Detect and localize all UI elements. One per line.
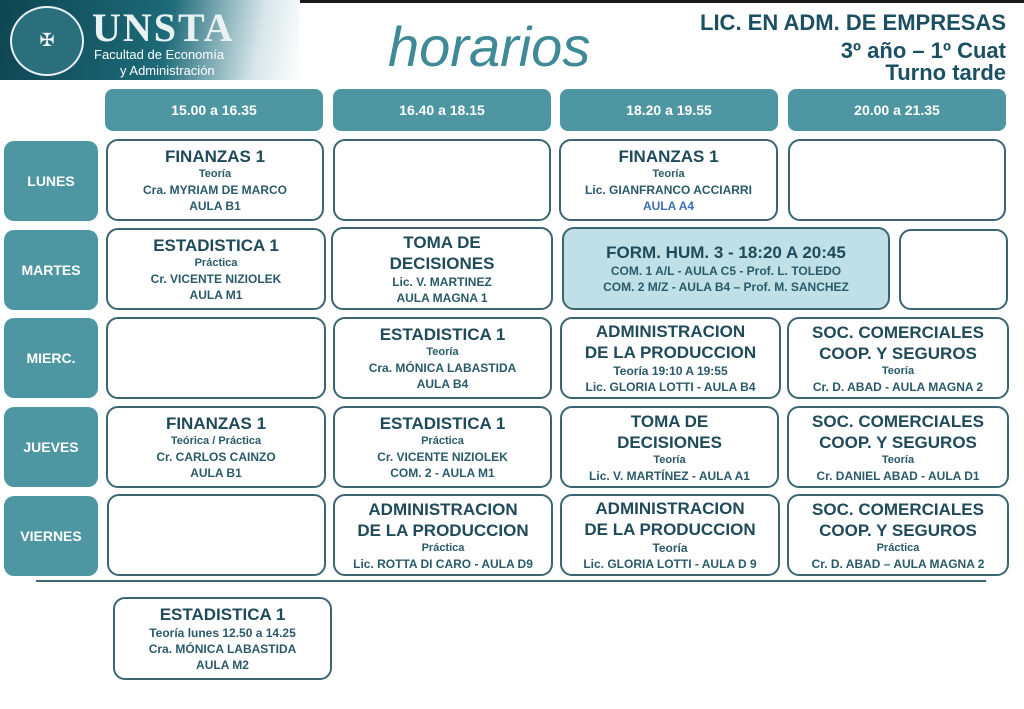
class-title: COOP. Y SEGUROS <box>819 343 977 363</box>
class-cell <box>333 494 553 576</box>
class-title: FINANZAS 1 <box>618 147 719 166</box>
class-title: ESTADISTICA 1 <box>153 236 279 255</box>
class-room: AULA B1 <box>190 466 242 480</box>
class-title: FINANZAS 1 <box>164 147 266 166</box>
class-professor: Cr. D. ABAD - AULA MAGNA 2 <box>812 379 984 394</box>
class-type: Teoría <box>652 541 688 555</box>
class-cell <box>787 317 1009 399</box>
class-type: Práctica <box>421 435 464 447</box>
logo-text: UNSTA <box>92 5 235 50</box>
time-slot-4: 20.00 a 21.35 <box>788 89 1006 131</box>
class-type: Teoría <box>653 453 686 466</box>
class-type: Teoría lunes 12.50 a 14.25 <box>149 626 296 640</box>
divider <box>36 580 986 582</box>
class-cell <box>106 139 324 221</box>
class-type: Teoría <box>198 168 232 180</box>
day-jueves: JUEVES <box>4 407 98 487</box>
page-title: horarios <box>388 15 591 78</box>
class-room: AULA B1 <box>189 199 241 213</box>
day-martes: MARTES <box>4 230 98 310</box>
class-professor: Lic. GLORIA LOTTI - AULA D 9 <box>583 557 757 571</box>
class-title: COOP. Y SEGUROS <box>819 520 977 540</box>
class-cell <box>106 228 326 310</box>
class-title: SOC. COMERCIALES <box>812 411 984 431</box>
class-title: TOMA DE <box>630 411 709 431</box>
class-professor: Lic. V. MARTINEZ <box>392 274 492 289</box>
class-title: ESTADISTICA 1 <box>159 605 286 624</box>
class-title: DECISIONES <box>389 253 495 273</box>
class-type: Práctica <box>421 541 465 554</box>
class-cell <box>333 317 552 399</box>
class-title: SOC. COMERCIALES <box>812 322 984 342</box>
class-type: Práctica <box>876 541 920 554</box>
class-professor: Lic. ROTTA DI CARO - AULA D9 <box>353 556 533 571</box>
empty-cell <box>788 139 1006 221</box>
class-type: Teoría <box>881 453 915 466</box>
class-title: DE LA PRODUCCION <box>357 520 529 540</box>
class-title: ESTADISTICA 1 <box>379 414 506 433</box>
class-title: TOMA DE <box>403 232 481 252</box>
class-title: ADMINISTRACION <box>595 322 746 341</box>
empty-cell <box>333 139 551 221</box>
class-type: Teoría <box>881 364 915 377</box>
year-label: 3º año – 1º Cuat <box>840 38 1006 63</box>
class-professor: Cr. CARLOS CAINZO <box>156 450 276 464</box>
class-room: AULA MAGNA 1 <box>396 290 488 305</box>
class-title: FORM. HUM. 3 - 18:20 A 20:45 <box>606 243 846 262</box>
class-professor: Cra. MYRIAM DE MARCO <box>142 183 287 197</box>
extra-class-cell <box>113 597 332 680</box>
day-viernes: VIERNES <box>4 496 98 576</box>
class-cell <box>333 406 552 488</box>
class-professor: Lic. V. MARTÍNEZ - AULA A1 <box>589 468 750 483</box>
class-cell <box>331 227 553 310</box>
class-professor: Cra. MÓNICA LABASTIDA <box>148 642 297 656</box>
class-type: Teoría 19:10 A 19:55 <box>613 364 728 378</box>
class-type: Práctica <box>194 257 238 269</box>
university-seal-icon: ✠ <box>10 6 84 76</box>
day-miercoles: MIERC. <box>4 318 98 398</box>
class-cell <box>560 494 780 576</box>
class-title: DE LA PRODUCCION <box>584 343 757 362</box>
class-professor: Cr. D. ABAD – AULA MAGNA 2 <box>811 556 985 571</box>
class-professor: Cra. MÓNICA LABASTIDA <box>368 361 517 375</box>
class-room: COM. 2 - AULA M1 <box>390 466 495 480</box>
class-cell <box>787 406 1009 488</box>
time-slot-2: 16.40 a 18.15 <box>333 89 551 131</box>
class-cell <box>559 139 778 221</box>
class-room: AULA M2 <box>196 658 249 672</box>
class-commission: COM. 1 A/L - AULA C5 - Prof. L. TOLEDO <box>610 264 842 278</box>
class-title: DECISIONES <box>617 432 722 452</box>
class-title: FINANZAS 1 <box>165 414 267 433</box>
class-cell <box>560 406 779 488</box>
empty-cell <box>106 317 326 399</box>
class-cell <box>106 406 326 488</box>
time-slot-1: 15.00 a 16.35 <box>105 89 323 131</box>
class-title: COOP. Y SEGUROS <box>819 432 977 452</box>
day-lunes: LUNES <box>4 141 98 221</box>
class-professor: Lic. GIANFRANCO ACCIARRI <box>585 183 752 197</box>
class-room: AULA B4 <box>416 377 469 391</box>
class-room: AULA M1 <box>189 288 243 302</box>
class-title: ESTADISTICA 1 <box>379 325 506 344</box>
class-cell <box>787 494 1009 576</box>
class-professor: Lic. GLORIA LOTTI - AULA B4 <box>585 380 756 394</box>
class-cell <box>560 317 781 399</box>
class-commission: COM. 2 M/Z - AULA B4 – Prof. M. SANCHEZ <box>603 280 849 294</box>
class-professor: Cr. VICENTE NIZIOLEK <box>150 272 282 286</box>
career-title: LIC. EN ADM. DE EMPRESAS <box>700 10 1006 35</box>
top-divider <box>300 0 1024 3</box>
faculty-name: Facultad de Economía <box>94 47 225 62</box>
class-title: SOC. COMERCIALES <box>812 499 984 519</box>
class-professor: Cr. VICENTE NIZIOLEK <box>377 450 508 464</box>
class-professor: Cr. DANIEL ABAD - AULA D1 <box>816 468 980 483</box>
faculty-name-2: y Administración <box>120 63 215 78</box>
class-title: DE LA PRODUCCION <box>584 520 756 539</box>
time-slot-3: 18.20 a 19.55 <box>560 89 778 131</box>
class-title: ADMINISTRACION <box>595 499 745 518</box>
empty-cell <box>107 494 326 576</box>
class-title: ADMINISTRACION <box>368 499 518 519</box>
empty-cell <box>899 229 1008 310</box>
class-room: AULA A4 <box>642 199 695 213</box>
class-type: Teórica / Práctica <box>170 435 262 447</box>
shift-label: Turno tarde <box>885 60 1006 85</box>
class-cell-highlighted <box>562 227 890 310</box>
class-type: Teoría <box>426 346 459 358</box>
class-type: Teoría <box>652 168 685 180</box>
